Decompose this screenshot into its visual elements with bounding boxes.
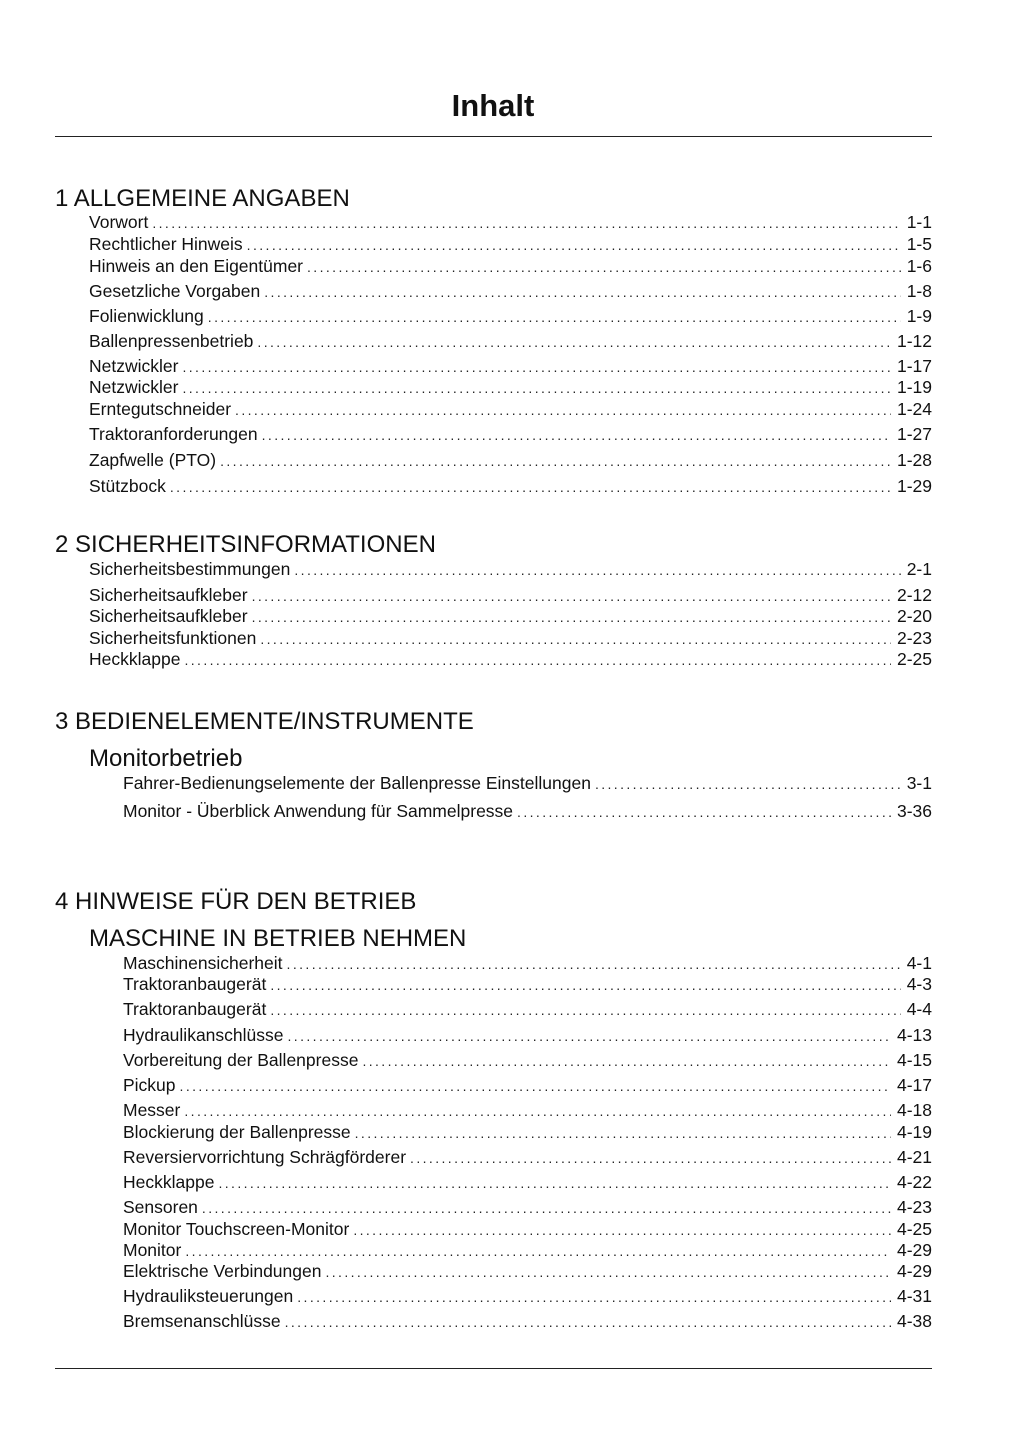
dot-leader [218, 1172, 891, 1193]
toc-entry-page: 1-24 [896, 399, 932, 419]
toc-entry-label: Stützbock [89, 476, 166, 496]
toc-entry[interactable] [123, 952, 932, 974]
section-heading: 2 SICHERHEITSINFORMATIONEN [55, 531, 436, 558]
toc-entry-label: Monitor - Überblick Anwendung für Sammelpresse [123, 801, 514, 821]
dot-leader [353, 1219, 891, 1240]
toc-entry[interactable] [123, 1218, 932, 1240]
toc-entry-label: Hydrauliksteuerungen [123, 1286, 294, 1306]
toc-entry-page: 1-9 [906, 306, 932, 326]
toc-entry-label: Fahrer-Bedienungselemente der Ballenpresse Einstellungen [123, 773, 591, 793]
section-heading: 3 BEDIENELEMENTE/INSTRUMENTE [55, 708, 474, 735]
toc-entry-page: 4-4 [906, 999, 932, 1019]
dot-leader [252, 606, 891, 627]
toc-entry-label: Heckklappe [123, 1172, 215, 1192]
toc-entry-label: Sicherheitsaufkleber [89, 606, 248, 626]
dot-leader [152, 212, 900, 233]
toc-entry-page: 1-29 [896, 476, 932, 496]
toc-entry-page: 4-25 [896, 1219, 932, 1239]
toc-entry-page: 4-18 [896, 1100, 932, 1120]
dot-leader [325, 1261, 891, 1282]
toc-entry[interactable] [89, 376, 932, 398]
toc-entry-page: 4-22 [896, 1172, 932, 1192]
toc-entry-page: 4-3 [906, 974, 932, 994]
toc-entry[interactable] [89, 280, 932, 302]
toc-entry-label: Hinweis an den Eigentümer [89, 256, 304, 276]
toc-entry-label: Maschinensicherheit [123, 953, 283, 973]
dot-leader [247, 234, 901, 255]
toc-entry-page: 4-38 [896, 1311, 932, 1331]
toc-entry-page: 2-23 [896, 628, 932, 648]
dot-leader [235, 399, 891, 420]
toc-entry[interactable] [123, 1024, 932, 1046]
toc-entry-label: Gesetzliche Vorgaben [89, 281, 261, 301]
toc-entry[interactable] [123, 1285, 932, 1307]
dot-leader [307, 256, 901, 277]
toc-entry-label: Bremsenanschlüsse [123, 1311, 281, 1331]
dot-leader [355, 1122, 891, 1143]
toc-entry-page: 1-1 [906, 212, 932, 232]
toc-entry-page: 2-12 [896, 585, 932, 605]
toc-entry[interactable] [89, 558, 932, 580]
dot-leader [297, 1286, 891, 1307]
dot-leader [185, 1240, 891, 1261]
toc-entry[interactable] [89, 398, 932, 420]
dot-leader [285, 1311, 891, 1332]
toc-entry[interactable] [89, 233, 932, 255]
sub-heading: Monitorbetrieb [89, 745, 243, 772]
dot-leader [294, 559, 900, 580]
toc-entry[interactable] [89, 584, 932, 606]
toc-entry-label: Traktoranforderungen [89, 424, 258, 444]
toc-entry-page: 1-19 [896, 377, 932, 397]
dot-leader [270, 999, 900, 1020]
toc-entry[interactable] [123, 1146, 932, 1168]
bottom-rule [55, 1368, 932, 1369]
toc-entry[interactable] [123, 1121, 932, 1143]
toc-entry-label: Vorbereitung der Ballenpresse [123, 1050, 359, 1070]
dot-leader [182, 356, 891, 377]
toc-entry[interactable] [89, 355, 932, 377]
toc-entry-page: 3-1 [906, 773, 932, 793]
toc-entry-label: Reversiervorrichtung Schrägförderer [123, 1147, 407, 1167]
toc-entry-page: 4-13 [896, 1025, 932, 1045]
toc-entry-page: 1-5 [906, 234, 932, 254]
toc-entry[interactable] [89, 648, 932, 670]
toc-entry-label: Traktoranbaugerät [123, 974, 267, 994]
toc-entry[interactable] [123, 998, 932, 1020]
toc-entry[interactable] [123, 772, 932, 794]
dot-leader [184, 649, 891, 670]
toc-entry[interactable] [89, 305, 932, 327]
toc-entry-label: Vorwort [89, 212, 149, 232]
toc-entry[interactable] [123, 1196, 932, 1218]
toc-entry-page: 3-36 [896, 801, 932, 821]
dot-leader [202, 1197, 891, 1218]
dot-leader [288, 1025, 891, 1046]
dot-leader [220, 450, 891, 471]
toc-entry-label: Sicherheitsbestimmungen [89, 559, 291, 579]
dot-leader [180, 1075, 891, 1096]
dot-leader [362, 1050, 891, 1071]
toc-entry-page: 2-20 [896, 606, 932, 626]
dot-leader [184, 1100, 891, 1121]
toc-entry-page: 1-8 [906, 281, 932, 301]
dot-leader [257, 331, 891, 352]
toc-entry-page: 4-29 [896, 1240, 932, 1260]
toc-entry-page: 1-17 [896, 356, 932, 376]
toc-entry-page: 1-6 [906, 256, 932, 276]
dot-leader [208, 306, 901, 327]
dot-leader [170, 476, 891, 497]
toc-entry-label: Sensoren [123, 1197, 198, 1217]
toc-entry[interactable] [89, 627, 932, 649]
toc-entry-label: Netzwickler [89, 356, 179, 376]
toc-entry-label: Folienwicklung [89, 306, 204, 326]
dot-leader [252, 585, 891, 606]
toc-entry-page: 4-31 [896, 1286, 932, 1306]
top-rule [55, 136, 932, 137]
section-heading: 1 ALLGEMEINE ANGABEN [55, 185, 350, 212]
toc-entry[interactable] [89, 423, 932, 445]
sub-heading: MASCHINE IN BETRIEB NEHMEN [89, 925, 467, 952]
toc-entry-label: Zapfwelle (PTO) [89, 450, 217, 470]
toc-entry-page: 4-1 [906, 953, 932, 973]
toc-entry-label: Rechtlicher Hinweis [89, 234, 243, 254]
toc-entry-label: Pickup [123, 1075, 176, 1095]
toc-entry[interactable] [123, 1260, 932, 1282]
toc-entry-page: 4-23 [896, 1197, 932, 1217]
toc-entry[interactable] [123, 1239, 932, 1261]
toc-entry-label: Hydraulikanschlüsse [123, 1025, 284, 1045]
toc-entry[interactable] [123, 973, 932, 995]
toc-entry-page: 2-25 [896, 649, 932, 669]
toc-entry-label: Monitor [123, 1240, 182, 1260]
toc-entry[interactable] [123, 1310, 932, 1332]
toc-entry-label: Erntegutschneider [89, 399, 232, 419]
page-title: Inhalt [451, 88, 535, 123]
toc-entry-label: Blockierung der Ballenpresse [123, 1122, 351, 1142]
toc-entry-page: 4-17 [896, 1075, 932, 1095]
toc-entry-label: Elektrische Verbindungen [123, 1261, 322, 1281]
dot-leader [260, 628, 891, 649]
toc-entry-page: 2-1 [906, 559, 932, 579]
toc-entry[interactable] [123, 800, 932, 822]
toc-entry-label: Netzwickler [89, 377, 179, 397]
toc-entry[interactable] [89, 211, 932, 233]
toc-entry-page: 4-29 [896, 1261, 932, 1281]
toc-entry-label: Sicherheitsaufkleber [89, 585, 248, 605]
dot-leader [287, 953, 901, 974]
toc-entry-label: Heckklappe [89, 649, 181, 669]
toc-entry[interactable] [123, 1074, 932, 1096]
toc-entry-page: 1-12 [896, 331, 932, 351]
toc-entry-label: Traktoranbaugerät [123, 999, 267, 1019]
toc-entry-label: Messer [123, 1100, 181, 1120]
section-heading: 4 HINWEISE FÜR DEN BETRIEB [55, 888, 417, 915]
dot-leader [270, 974, 900, 995]
dot-leader [410, 1147, 891, 1168]
dot-leader [595, 773, 901, 794]
toc-entry[interactable] [89, 330, 932, 352]
toc-entry[interactable] [123, 1099, 932, 1121]
toc-entry-page: 1-27 [896, 424, 932, 444]
toc-entry-label: Ballenpressenbetrieb [89, 331, 254, 351]
toc-entry[interactable] [89, 449, 932, 471]
dot-leader [182, 377, 891, 398]
dot-leader [262, 424, 891, 445]
toc-entry-page: 4-19 [896, 1122, 932, 1142]
toc-entry[interactable] [89, 255, 932, 277]
toc-entry-page: 4-21 [896, 1147, 932, 1167]
toc-entry-page: 4-15 [896, 1050, 932, 1070]
toc-entry[interactable] [123, 1171, 932, 1193]
toc-entry-label: Sicherheitsfunktionen [89, 628, 257, 648]
toc-entry[interactable] [89, 605, 932, 627]
toc-entry-label: Monitor Touchscreen-Monitor [123, 1219, 350, 1239]
toc-entry-page: 1-28 [896, 450, 932, 470]
dot-leader [517, 801, 891, 822]
toc-entry[interactable] [123, 1049, 932, 1071]
dot-leader [264, 281, 900, 302]
toc-entry[interactable] [89, 475, 932, 497]
